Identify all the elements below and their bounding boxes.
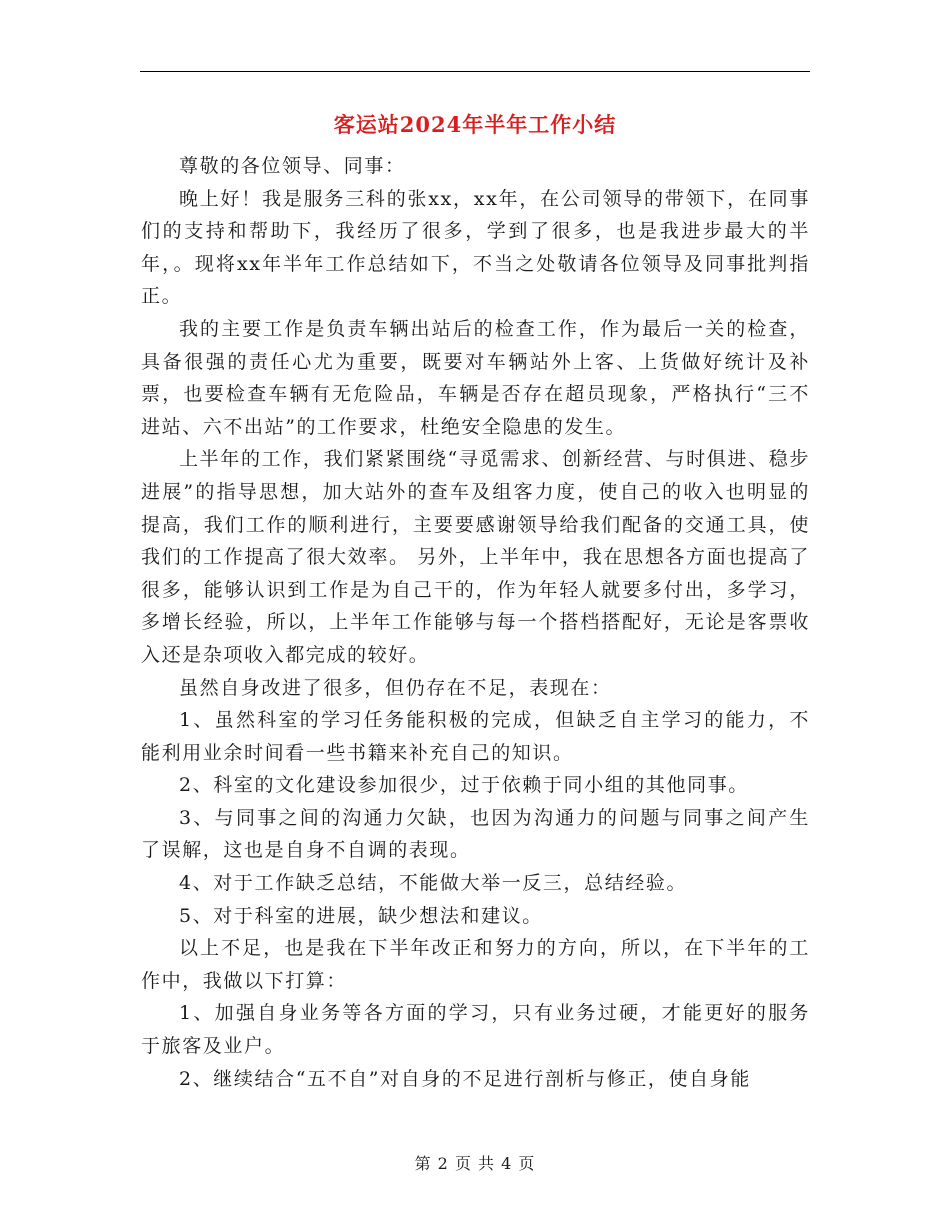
page-number-footer: 第 2 页 共 4 页 — [414, 1154, 536, 1173]
document-body — [141, 150, 810, 1095]
paragraph-main-duties: 我的主要工作是负责车辆出站后的检查工作，作为最后一关的检查，具备很强的责任心尤为重要，既要对车辆站外上客、上货做好统计及补票，也要检查车辆有无危险品，车辆是否存在超员现象，严格执行“三不进站、六不出站”的工作要求，杜绝安全隐患的发生。 — [141, 317, 810, 438]
paragraph-plans-intro: 以上不足，也是我在下半年改正和努力的方向，所以，在下半年的工作中，我做以下打算： — [141, 937, 810, 992]
paragraph-shortcomings-intro: 虽然自身改进了很多，但仍存在不足，表现在： — [179, 676, 612, 699]
list-item-shortcoming-2: 2、科室的文化建设参加很少，过于依赖于同小组的其他同事。 — [179, 774, 749, 797]
list-item-plan-2: 2、继续结合“五不自”对自身的不足进行剖析与修正，使自身能 — [179, 1067, 751, 1090]
paragraph-salutation: 尊敬的各位领导、同事： — [179, 155, 406, 177]
list-item-shortcoming-4: 4、对于工作缺乏总结，不能做大举一反三，总结经验。 — [179, 872, 688, 895]
list-item-plan-1: 1、加强自身业务等各方面的学习，只有业务过硬，才能更好的服务于旅客及业户。 — [141, 1002, 810, 1058]
paragraph-first-half-work: 上半年的工作，我们紧紧围绕“寻觅需求、创新经营、与时俱进、稳步进展”的指导思想，加大站外的查车及组客力度，使自己的收入也明显的提高，我们工作的顺利进行，主要要感谢领导给我们配备的交通工具，使我们的工作提高了很大效率。 另外，上半年中，我在思想各方面也提高了很多，能够认识到工作是为自己干的，作为年轻人就要多付出，多学习，多增长经验，所以，上半年工作能够与每一个搭档搭配好，无论是客票收入还是杂项收入都完成的较好。 — [141, 448, 810, 666]
header-rule — [140, 71, 810, 72]
list-item-shortcoming-5: 5、对于科室的进展，缺少想法和建议。 — [179, 904, 543, 927]
paragraph-greeting: 晚上好！我是服务三科的张xx，xx年，在公司领导的带领下，在同事们的支持和帮助下，我经历了很多，学到了很多，也是我进步最大的半年，。现将xx年半年工作总结如下，不当之处敬请各位领导及同事批判指正。 — [141, 187, 810, 308]
list-item-shortcoming-1: 1、虽然科室的学习任务能积极的完成，但缺乏自主学习的能力，不能利用业余时间看一些书籍来补充自己的知识。 — [141, 709, 810, 764]
list-item-shortcoming-3: 3、与同事之间的沟通力欠缺，也因为沟通力的问题与同事之间产生了误解，这也是自身不自调的表现。 — [141, 806, 810, 862]
document-title: 客运站2024年半年工作小结 — [333, 112, 617, 137]
